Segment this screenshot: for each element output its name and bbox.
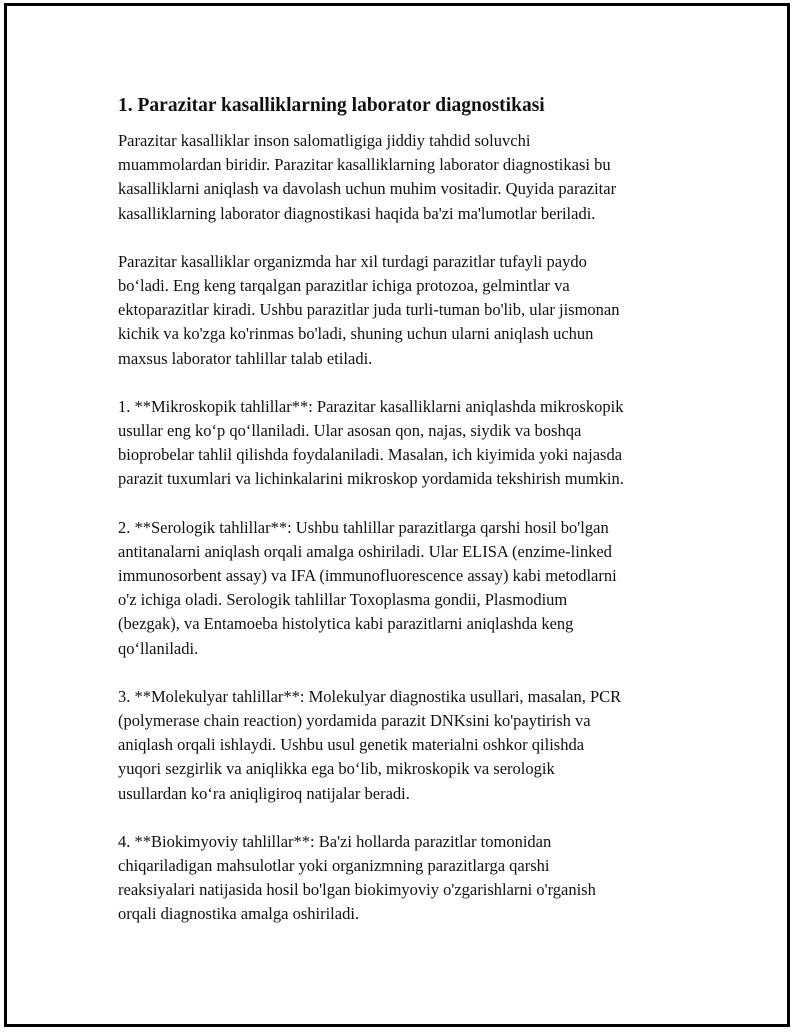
document-body (118, 93, 698, 951)
text-line: 3. **Molekulyar tahlillar**: Molekulyar diagnostika usullari, masalan, PCR (118, 686, 622, 706)
text-line: kasalliklarni aniqlash va davolash uchun muhim vositadir. Quyida parazitar (118, 179, 617, 199)
text-line: reaksiyalari natijasida hosil bo'lgan biokimyoviy o'zgarishlarni o'rganish (118, 880, 596, 900)
text-line: bioprobelar tahlil qilishda foydalaniladi. Masalan, ich kiyimida yoki najasda (118, 445, 623, 465)
section-heading: 1. Parazitar kasalliklarning laborator diagnostikasi (118, 95, 545, 116)
text-line: 1. **Mikroskopik tahlillar**: Parazitar kasalliklarni aniqlashda mikroskopik (118, 396, 624, 416)
text-line: 2. **Serologik tahlillar**: Ushbu tahlillar parazitlarga qarshi hosil bo'lgan (118, 517, 609, 537)
text-line: orqali diagnostika amalga oshiriladi. (118, 904, 360, 924)
text-line: qo‘llaniladi. (118, 638, 199, 658)
text-line: (bezgak), va Entamoeba histolytica kabi parazitlarni aniqlashda keng (118, 614, 574, 634)
text-line: usullardan ko‘ra aniqligiroq natijalar beradi. (118, 783, 410, 803)
text-line: o'z ichiga oladi. Serologik tahlillar Toxoplasma gondii, Plasmodium (118, 590, 568, 610)
text-line: yuqori sezgirlik va aniqlikka ega bo‘lib, mikroskopik va serologik (118, 759, 555, 779)
text-line: bo‘ladi. Eng keng tarqalgan parazitlar ichiga protozoa, gelmintlar va (118, 276, 570, 296)
text-line: chiqariladigan mahsulotlar yoki organizmning parazitlarga qarshi (118, 856, 550, 876)
text-line: usullar eng ko‘p qo‘llaniladi. Ular asosan qon, najas, siydik va boshqa (118, 421, 582, 441)
paragraph-intro (118, 129, 698, 226)
paragraph-serologic (118, 516, 698, 661)
text-line: (polymerase chain reaction) yordamida parazit DNKsini ko'paytirish va (118, 711, 591, 731)
paragraph-parasites (118, 250, 698, 371)
paragraph-microscopic (118, 395, 698, 492)
text-line: muammolardan biridir. Parazitar kasalliklarning laborator diagnostikasi bu (118, 155, 611, 175)
text-line: Parazitar kasalliklar organizmda har xil turdagi parazitlar tufayli paydo (118, 251, 587, 271)
text-line: Parazitar kasalliklar inson salomatligiga jiddiy tahdid soluvchi (118, 131, 531, 150)
text-line: aniqlash orqali ishlaydi. Ushbu usul genetik materialni oshkor qilishda (118, 735, 585, 755)
paragraph-molecular (118, 685, 698, 806)
text-line: immunosorbent assay) va IFA (immunofluorescence assay) kabi metodlarni (118, 566, 617, 586)
text-line: parazit tuxumlari va lichinkalarini mikroskop yordamida tekshirish mumkin. (118, 469, 624, 489)
text-line: maxsus laborator tahlillar talab etiladi. (118, 348, 373, 368)
text-line: ektoparazitlar kiradi. Ushbu parazitlar juda turli-tuman bo'lib, ular jismonan (118, 300, 620, 320)
text-line: kasalliklarning laborator diagnostikasi haqida ba'zi ma'lumotlar beriladi. (118, 203, 596, 223)
paragraph-biochemical (118, 830, 698, 927)
text-line: antitanalarni aniqlash orqali amalga oshiriladi. Ular ELISA (enzime-linked (118, 541, 612, 561)
text-line: kichik va ko'zga ko'rinmas bo'ladi, shuning uchun ularni aniqlash uchun (118, 324, 594, 344)
text-line: 4. **Biokimyoviy tahlillar**: Ba'zi hollarda parazitlar tomonidan (118, 831, 552, 851)
